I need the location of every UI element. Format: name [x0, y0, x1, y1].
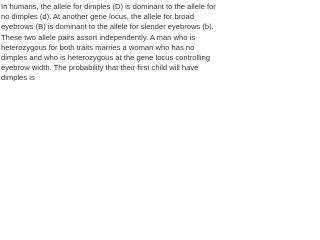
question-line: heterozygous for both traits marries a woman who has no [1, 42, 195, 52]
question-line: no dimples (d). At another gene locus, the allele for broad [1, 12, 194, 22]
question-line: dimples and who is heterozygous at the gene locus controlling [1, 53, 210, 63]
question-line: eyebrow width. The probability that their first child will have [1, 63, 199, 73]
question-text [1, 2, 233, 84]
question-line: In humans, the allele for dimples (D) is dominant to the allele for [1, 2, 216, 11]
question-line: These two allele pairs assort independently. A man who is [1, 32, 196, 42]
question-line: eyebrows (B) is dominant to the allele for slender eyebrows (b). [1, 22, 214, 32]
question-line: dimples is [1, 73, 35, 83]
